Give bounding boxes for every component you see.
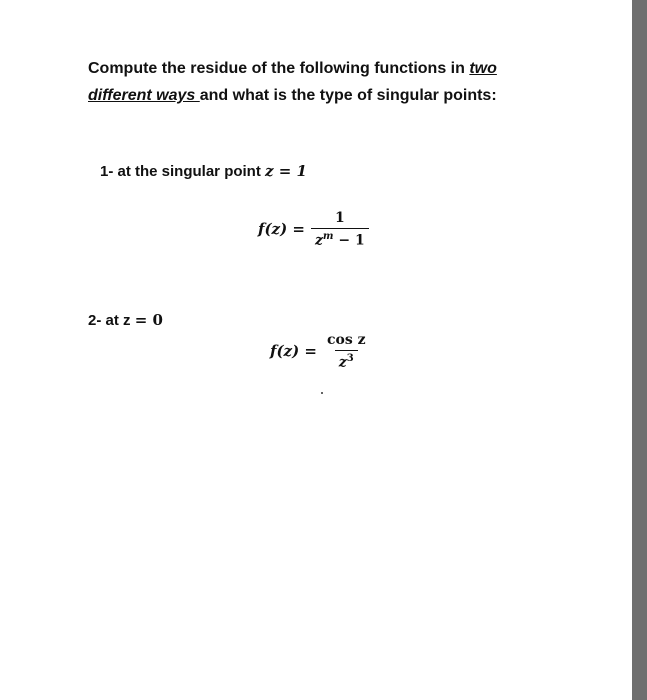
stray-dot (321, 392, 323, 394)
part2-denominator: $z^3$ (335, 350, 358, 371)
part2-condition: = 0 (134, 311, 163, 329)
question-line-2 (88, 87, 497, 105)
question-line-1 (88, 60, 497, 78)
part1-lhs: f(z) = (258, 220, 305, 239)
part1-formula (258, 210, 369, 249)
underlined-text: two (469, 60, 497, 77)
part1-condition: z = 1 (265, 162, 307, 180)
part2-fraction (323, 332, 370, 371)
part2-lhs: f(z) = (270, 342, 317, 361)
part2-numerator: cos z (326, 332, 366, 348)
part1-denominator: $z^m - 1$ (311, 228, 369, 249)
part1-fraction (311, 210, 369, 249)
underlined-text: different ways (88, 87, 200, 104)
part1-label: 1- at the singular point z = 1 (100, 162, 307, 180)
part2-formula (270, 332, 370, 371)
question-text: and what is the type of singular points: (199, 87, 497, 104)
part1-numerator: 1 (334, 210, 345, 226)
part2-label: 2- at z = 0 (88, 311, 163, 329)
page-edge-bar (632, 0, 647, 700)
question-text: Compute the residue of the following functions in (88, 60, 470, 77)
